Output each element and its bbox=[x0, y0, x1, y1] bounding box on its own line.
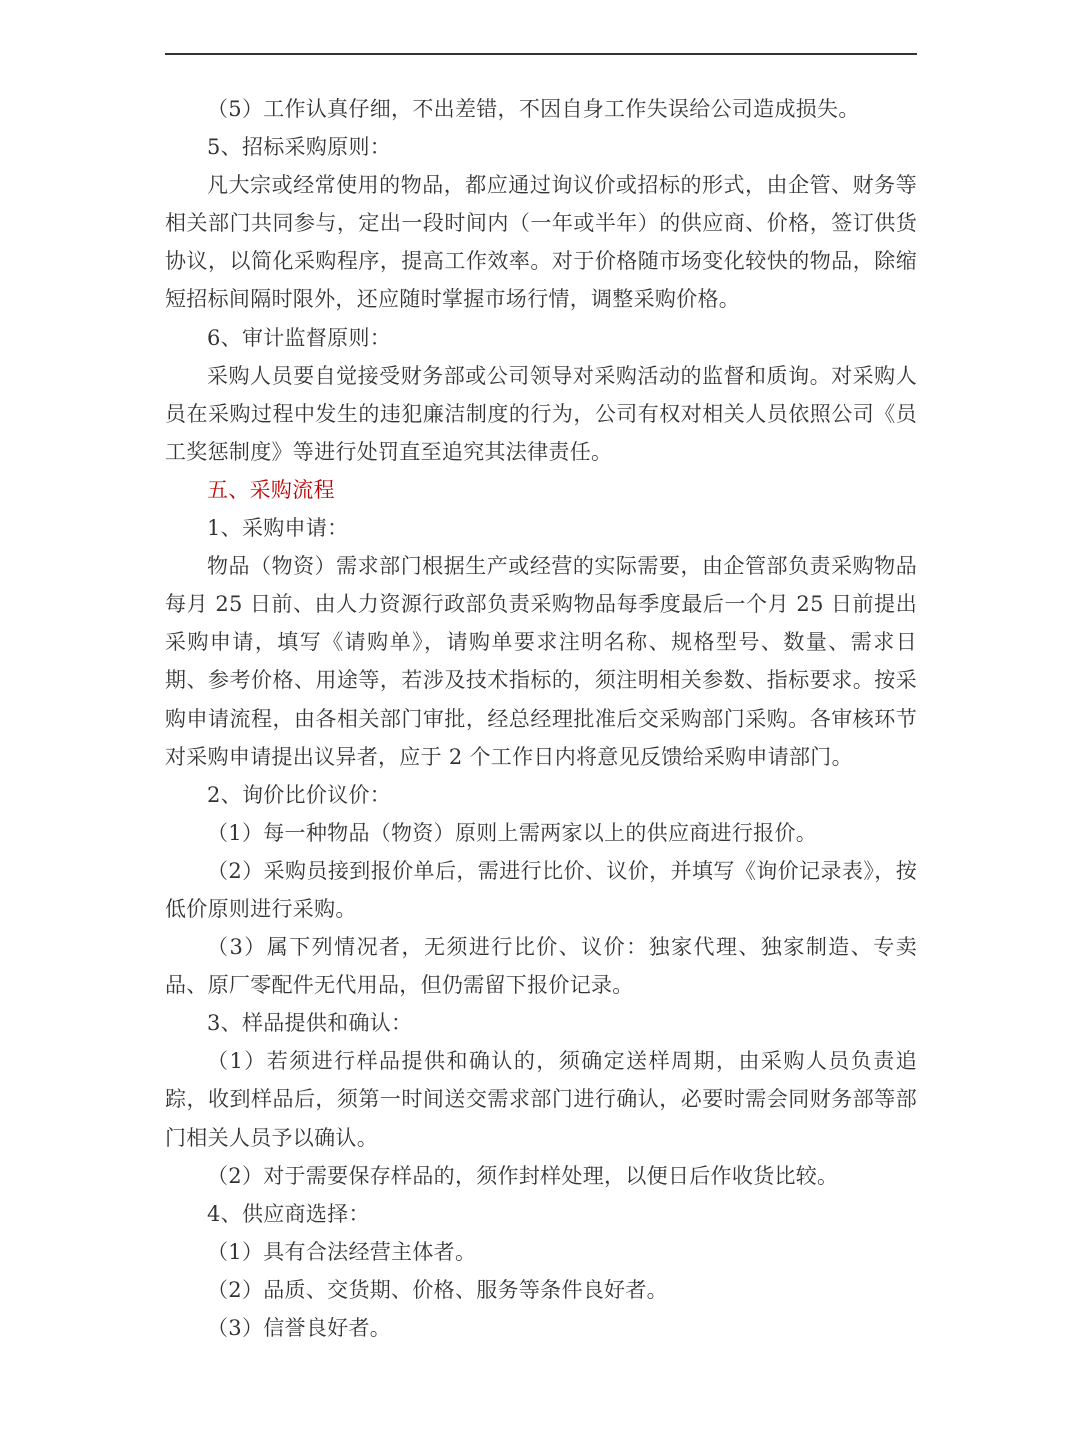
paragraph-work-careful: （5）工作认真仔细，不出差错，不因自身工作失误给公司造成损失。 bbox=[207, 97, 860, 121]
subheading-price-inquiry: 2、询价比价议价： bbox=[207, 782, 392, 807]
paragraph-supplier-item-3: （3）信誉良好者。 bbox=[207, 1316, 392, 1340]
paragraph-inquiry-item-1: （1）每一种物品（物资）原则上需两家以上的供应商进行报价。 bbox=[207, 820, 818, 845]
paragraph-inquiry-item-2: （2）采购员接到报价单后，需进行比价、议价，并填写《询价记录表》，按低价原则进行采购。 bbox=[165, 858, 917, 921]
section-heading-procurement-process: 五、采购流程 bbox=[207, 477, 335, 502]
header-rule bbox=[165, 53, 917, 55]
subheading-sample-confirmation: 3、样品提供和确认： bbox=[207, 1011, 413, 1036]
paragraph-tender-principle: 凡大宗或经常使用的物品，都应通过询议价或招标的形式，由企管、财务等相关部门共同参与，定出一段时间内（一年或半年）的供应商、价格，签订供货协议，以简化采购程序，提高工作效率。对于价格随市场变化较快的物品，除缩短招标间隔时限外，还应随时掌握市场行情，调整采购价格。 bbox=[165, 173, 917, 312]
paragraph-supplier-item-1: （1）具有合法经营主体者。 bbox=[207, 1239, 477, 1264]
subheading-purchase-request: 1、采购申请： bbox=[207, 516, 349, 541]
paragraph-audit-principle: 采购人员要自觉接受财务部或公司领导对采购活动的监督和质询。对采购人员在采购过程中发生的违犯廉洁制度的行为，公司有权对相关人员依照公司《员工奖惩制度》等进行处罚直至追究其法律责任。 bbox=[165, 363, 917, 464]
paragraph-inquiry-item-3: （3）属下列情况者，无须进行比价、议价：独家代理、独家制造、专卖品、原厂零配件无代用品，但仍需留下报价记录。 bbox=[165, 935, 917, 998]
paragraph-sample-item-2: （2）对于需要保存样品的，须作封样处理，以便日后作收货比较。 bbox=[207, 1163, 839, 1188]
paragraph-purchase-request: 物品（物资）需求部门根据生产或经营的实际需要，由企管部负责采购物品每月 25 日前、由人力资源行政部负责采购物品每季度最后一个月 25 日前提出采购申请，填写《请购单》，请购单要求注明名称、规格型号、数量、需求日期、参考价格、用途等，若涉及技术指标的，须注明相关参数、指标要求。按采购申请流程，由各相关部门审批，经总经理批准后交采购部门采购。各审核环节对采购申请提出议异者，应于 2 个工作日内将意见反馈给采购申请部门。 bbox=[165, 554, 917, 769]
paragraph-supplier-item-2: （2）品质、交货期、价格、服务等条件良好者。 bbox=[207, 1277, 668, 1302]
document-body bbox=[165, 90, 917, 1347]
subheading-tender-principle: 5、招标采购原则： bbox=[207, 135, 392, 160]
subheading-audit-principle: 6、审计监督原则： bbox=[207, 325, 392, 350]
subheading-supplier-selection: 4、供应商选择： bbox=[207, 1201, 370, 1226]
paragraph-sample-item-1: （1）若须进行样品提供和确认的，须确定送样周期，由采购人员负责追踪，收到样品后，须第一时间送交需求部门进行确认，必要时需会同财务部等部门相关人员予以确认。 bbox=[165, 1049, 917, 1150]
